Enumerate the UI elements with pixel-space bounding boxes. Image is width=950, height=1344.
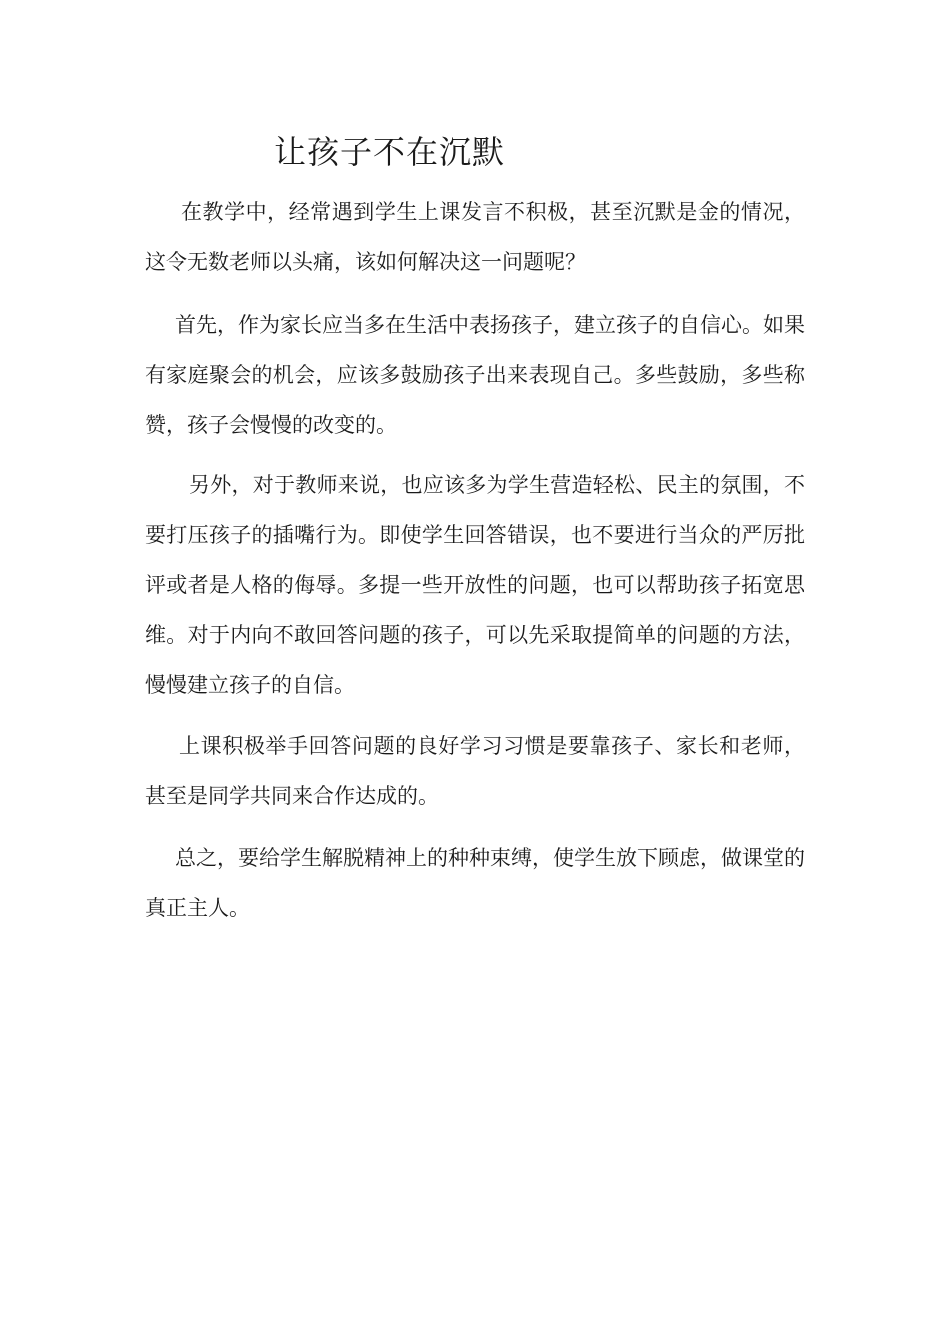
paragraph-conclusion: 总之，要给学生解脱精神上的种种束缚，使学生放下顾虑，做课堂的真正主人。	[145, 846, 805, 920]
paragraph-cooperation: 上课积极举手回答问题的良好学习习惯是要靠孩子、家长和老师，甚至是同学共同来合作达成的。	[145, 734, 805, 808]
document-title: 让孩子不在沉默	[274, 133, 506, 171]
paragraph-parents: 首先，作为家长应当多在生活中表扬孩子，建立孩子的自信心。如果有家庭聚会的机会，应该多鼓励孩子出来表现自己。多些鼓励，多些称赞，孩子会慢慢的改变的。	[145, 313, 805, 437]
paragraph-intro: 在教学中，经常遇到学生上课发言不积极，甚至沉默是金的情况，这令无数老师以头痛，该如何解决这一问题呢？	[145, 200, 805, 274]
paragraph-teachers: 另外，对于教师来说，也应该多为学生营造轻松、民主的氛围，不要打压孩子的插嘴行为。即使学生回答错误，也不要进行当众的严厉批评或者是人格的侮辱。多提一些开放性的问题，也可以帮助孩子拓宽思维。对于内向不敢回答问题的孩子，可以先采取提简单的问题的方法，慢慢建立孩子的自信。	[145, 473, 805, 697]
